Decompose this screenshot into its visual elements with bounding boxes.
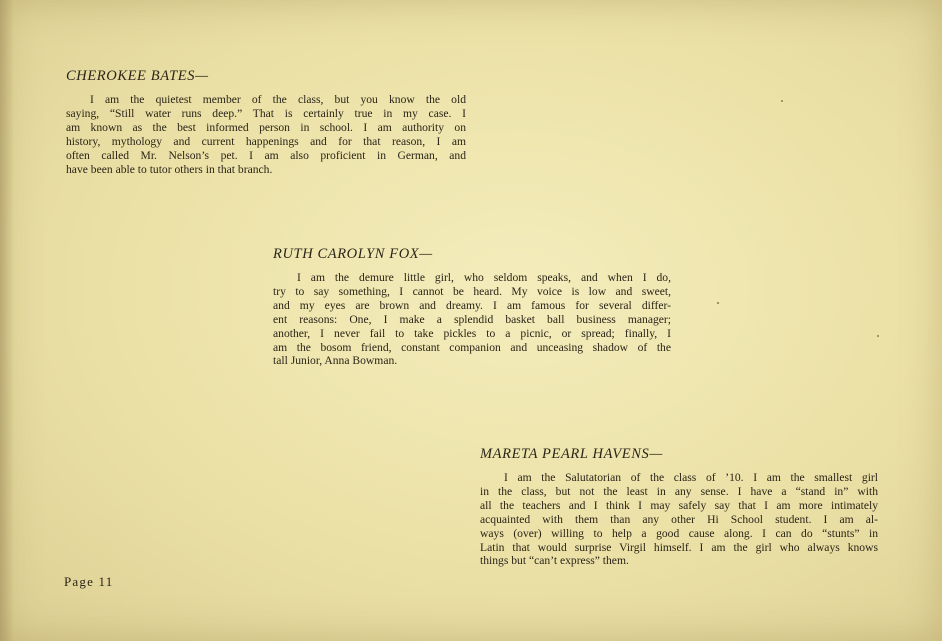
biography-line: in the class, but not the least in any sense. I have a “stand in” with	[480, 484, 878, 498]
paper-speck	[877, 335, 879, 337]
student-entry-mareta-pearl-havens	[480, 446, 878, 568]
biography-line: I am the demure little girl, who seldom speaks, and when I do,	[297, 271, 671, 284]
student-entry-cherokee-bates	[66, 68, 466, 176]
biography-line: Latin that would surprise Virgil himself. I am the girl who always knows	[480, 540, 878, 554]
biography-line: history, mythology and current happenings and for that reason, I am	[66, 134, 466, 148]
biography-line: I am the Salutatorian of the class of ’10. I am the smallest girl	[504, 471, 878, 484]
biography-line: I am the quietest member of the class, but you know the old	[90, 93, 466, 106]
biography-line: tall Junior, Anna Bowman.	[273, 354, 398, 368]
student-entry-ruth-carolyn-fox	[273, 246, 671, 368]
biography-line: another, I never fail to take pickles to a picnic, or spread; finally, I	[273, 326, 671, 340]
biography-line: have been able to tutor others in that branch.	[66, 162, 273, 176]
student-name: CHEROKEE BATES—	[66, 68, 209, 84]
student-name: RUTH CAROLYN FOX—	[273, 246, 433, 262]
biography-line: ways (over) willing to help a good cause along. I can do “stunts” in	[480, 526, 878, 540]
student-biography	[480, 471, 878, 568]
student-biography	[273, 271, 671, 368]
biography-line: saying, “Still water runs deep.” That is certainly true in my case. I	[66, 106, 466, 120]
biography-line: try to say something, I cannot be heard. My voice is low and sweet,	[273, 284, 671, 298]
biography-line: and my eyes are brown and dreamy. I am famous for several differ-	[273, 298, 671, 312]
student-biography	[66, 93, 466, 176]
biography-line: ent reasons: One, I make a splendid basket ball business manager;	[273, 312, 671, 326]
biography-line: am known as the best informed person in school. I am authority on	[66, 120, 466, 134]
page-number: Page 11	[64, 574, 114, 589]
student-name: MARETA PEARL HAVENS—	[480, 446, 663, 462]
paper-speck	[717, 302, 719, 304]
biography-line: often called Mr. Nelson’s pet. I am also proficient in German, and	[66, 148, 466, 162]
biography-line: all the teachers and I think I may safely say that I am more intimately	[480, 498, 878, 512]
paper-speck	[781, 100, 783, 102]
biography-line: acquainted with them than any other Hi School student. I am al-	[480, 512, 878, 526]
page-spine-shadow	[0, 0, 14, 641]
biography-line: things but “can’t express” them.	[480, 554, 629, 568]
biography-line: am the bosom friend, constant companion and unceasing shadow of the	[273, 340, 671, 354]
